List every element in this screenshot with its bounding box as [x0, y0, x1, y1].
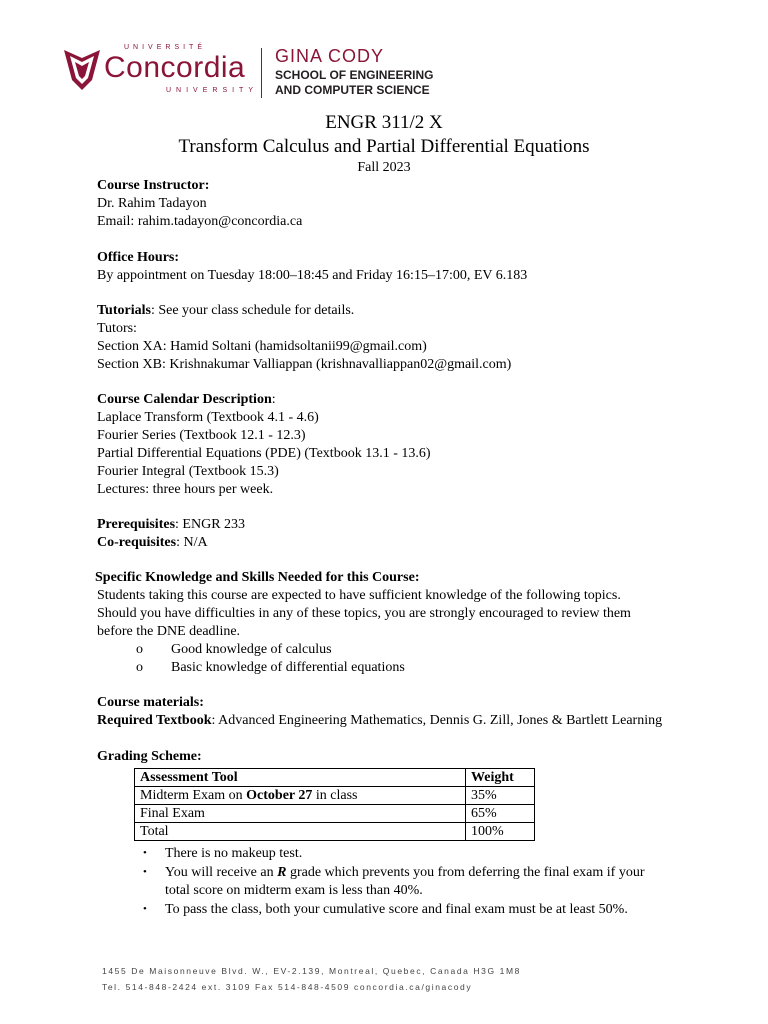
university-french-label: UNIVERSITÉ [124, 44, 207, 51]
calendar-heading-colon: : [271, 392, 276, 407]
header-divider [261, 48, 262, 98]
assessment-cell [135, 787, 466, 805]
prerequisites-line [97, 517, 245, 533]
bullet-icon: • [143, 866, 147, 878]
prerequisites-value: : ENGR 233 [175, 517, 246, 532]
university-wordmark: Concordia [104, 51, 246, 84]
footer-contact: Tel. 514-848-2424 ext. 3109 Fax 514-848-4509 concordia.ca/ginacody [102, 982, 473, 992]
grading-note: There is no makeup test. [165, 846, 303, 861]
calendar-heading-line [97, 392, 276, 408]
school-subtitle-line2: AND COMPUTER SCIENCE [275, 83, 430, 97]
calendar-item: Fourier Integral (Textbook 15.3) [97, 464, 279, 479]
grading-heading: Grading Scheme: [97, 749, 202, 764]
tutor-section-xb: Section XB: Krishnakumar Valliappan (krishnavalliappan02@gmail.com) [97, 357, 512, 372]
assessment-date: October 27 [246, 788, 313, 803]
skills-paragraph-line: before the DNE deadline. [97, 624, 241, 639]
weight-cell: 35% [466, 787, 535, 805]
textbook-line [97, 713, 662, 729]
materials-heading: Course materials: [97, 695, 204, 710]
calendar-heading: Course Calendar Description [97, 392, 272, 407]
grading-note: To pass the class, both your cumulative score and final exam must be at least 50%. [165, 902, 628, 917]
textbook-value: : Advanced Engineering Mathematics, Dennis G. Zill, Jones & Bartlett Learning [211, 713, 663, 728]
skill-item: Basic knowledge of differential equations [171, 660, 405, 675]
instructor-heading: Course Instructor: [97, 178, 210, 193]
prerequisites-label: Prerequisites [97, 517, 176, 532]
grading-note-text-suffix: grade which prevents you from deferring the final exam if your [286, 865, 645, 880]
calendar-item: Fourier Series (Textbook 12.1 - 12.3) [97, 428, 306, 443]
calendar-item: Lectures: three hours per week. [97, 482, 274, 497]
tutor-section-xa: Section XA: Hamid Soltani (hamidsoltanii99@gmail.com) [97, 339, 427, 354]
column-header-weight: Weight [466, 769, 535, 787]
calendar-item: Laplace Transform (Textbook 4.1 - 4.6) [97, 410, 319, 425]
university-english-label: UNIVERSITY [166, 87, 259, 94]
concordia-logo-icon [62, 44, 102, 92]
corequisites-value: : N/A [176, 535, 208, 550]
bullet-icon: • [143, 847, 147, 859]
table-header-row [135, 769, 535, 787]
grading-table [134, 768, 535, 841]
office-hours-text: By appointment on Tuesday 18:00–18:45 and Friday 16:15–17:00, EV 6.183 [97, 268, 528, 283]
grading-note-continuation: total score on midterm exam is less than 40%. [165, 883, 423, 898]
bullet-icon: • [143, 903, 147, 915]
instructor-name: Dr. Rahim Tadayon [97, 196, 207, 211]
skills-paragraph-line: Students taking this course are expected to have sufficient knowledge of the following topics. [97, 588, 621, 603]
skills-paragraph-line: Should you have difficulties in any of these topics, you are strongly encouraged to review them [97, 606, 631, 621]
school-name: GINA CODY [275, 46, 385, 66]
assessment-cell: Total [135, 823, 466, 841]
assessment-text-suffix: in class [312, 788, 358, 803]
column-header-assessment: Assessment Tool [135, 769, 466, 787]
table-row [135, 805, 535, 823]
skills-heading: Specific Knowledge and Skills Needed for this Course: [95, 570, 420, 585]
course-title: Transform Calculus and Partial Differential Equations [178, 136, 590, 157]
assessment-text: Midterm Exam on [140, 788, 247, 803]
school-subtitle-line1: SCHOOL OF ENGINEERING [275, 68, 434, 82]
grade-letter: R [277, 865, 287, 880]
table-row [135, 823, 535, 841]
calendar-item: Partial Differential Equations (PDE) (Textbook 13.1 - 13.6) [97, 446, 431, 461]
tutorials-text: : See your class schedule for details. [150, 303, 355, 318]
table-row [135, 787, 535, 805]
corequisites-line [97, 535, 208, 551]
semester: Fall 2023 [357, 160, 411, 175]
tutors-label: Tutors: [97, 321, 137, 336]
footer-address: 1455 De Maisonneuve Blvd. W., EV-2.139, Montreal, Quebec, Canada H3G 1M8 [102, 966, 522, 976]
course-code: ENGR 311/2 X [325, 112, 443, 133]
skill-item: Good knowledge of calculus [171, 642, 332, 657]
grading-note-text: You will receive an [165, 865, 278, 880]
instructor-email: Email: rahim.tadayon@concordia.ca [97, 214, 303, 229]
textbook-label: Required Textbook [97, 713, 212, 728]
assessment-cell: Final Exam [135, 805, 466, 823]
grading-note [165, 865, 645, 881]
tutorials-heading: Tutorials [97, 303, 151, 318]
circle-bullet-icon: o [136, 660, 143, 675]
circle-bullet-icon: o [136, 642, 143, 657]
tutorials-line [97, 303, 354, 319]
weight-cell: 65% [466, 805, 535, 823]
office-hours-heading: Office Hours: [97, 250, 180, 265]
corequisites-label: Co-requisites [97, 535, 177, 550]
weight-cell: 100% [466, 823, 535, 841]
